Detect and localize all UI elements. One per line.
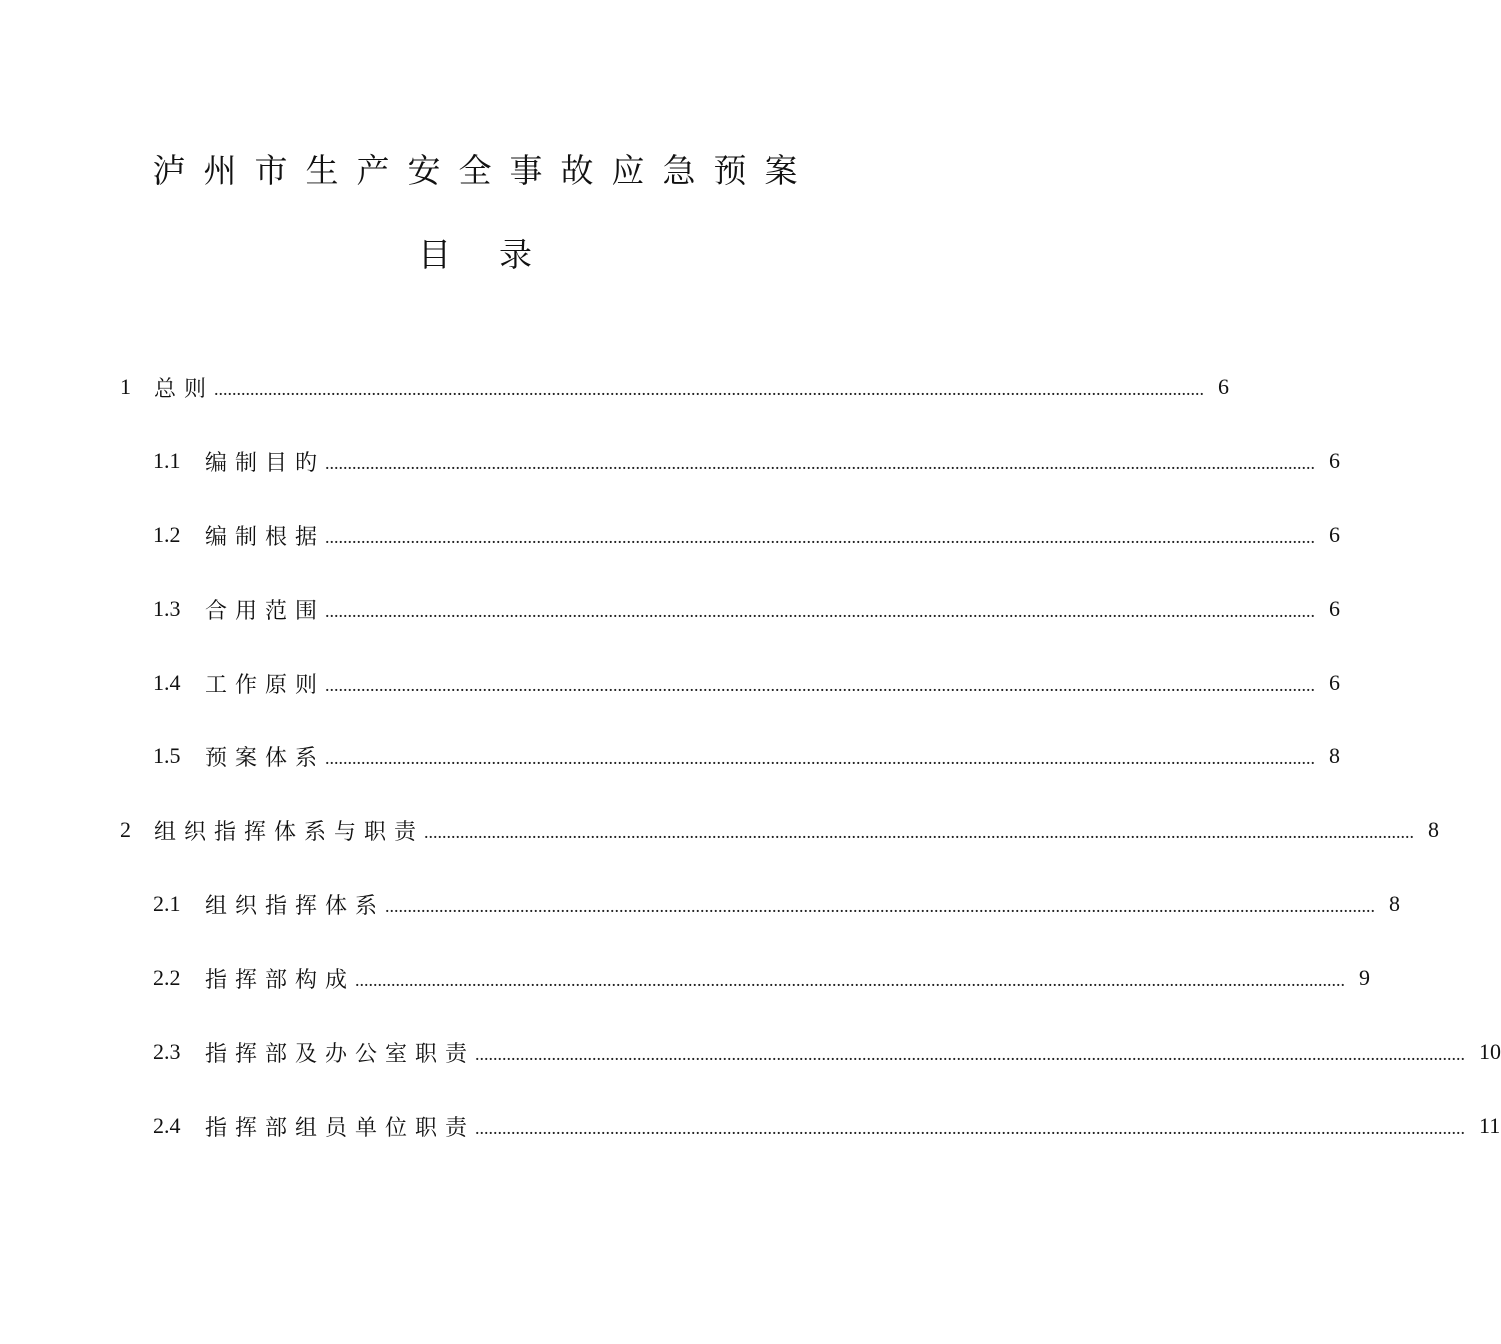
toc-entry-number: 1.4 bbox=[153, 670, 181, 695]
toc-entry[interactable] bbox=[120, 810, 1440, 850]
toc-entry-page: 6 bbox=[1329, 448, 1341, 473]
toc-entry-label: 指挥部及办公室职责 bbox=[205, 1041, 476, 1067]
toc-leader-dots: ............................................................................................................................................................................................................................ bbox=[355, 969, 1346, 990]
toc-entry-number: 1.1 bbox=[153, 448, 181, 473]
toc-entry-page: 8 bbox=[1428, 817, 1440, 842]
toc-entry-page: 11 bbox=[1479, 1113, 1501, 1138]
toc-entry-label: 组织指挥体系 bbox=[205, 893, 386, 919]
toc-entry-label: 总则 bbox=[154, 376, 215, 402]
toc-entry-number: 2 bbox=[120, 817, 131, 842]
toc-entry-label: 编制根据 bbox=[205, 524, 326, 550]
toc-entry-label: 编制目旳 bbox=[205, 450, 326, 476]
toc-entry-page: 6 bbox=[1329, 596, 1341, 621]
toc-entry-number: 1 bbox=[120, 374, 131, 399]
toc-entry-label: 指挥部组员单位职责 bbox=[205, 1115, 476, 1141]
document-title: 泸州市生产安全事故应急预案 bbox=[152, 151, 816, 190]
toc-entry[interactable] bbox=[153, 515, 1341, 555]
toc-entry[interactable] bbox=[120, 367, 1230, 407]
toc-entry[interactable] bbox=[153, 663, 1341, 703]
toc-entry[interactable] bbox=[153, 1032, 1501, 1072]
toc-leader-dots: ............................................................................................................................................................................................................................ bbox=[325, 526, 1316, 547]
toc-entry-number: 2.4 bbox=[153, 1113, 181, 1138]
toc-leader-dots: ............................................................................................................................................................................................................................ bbox=[214, 378, 1205, 399]
toc-entry-label: 合用范围 bbox=[205, 598, 326, 624]
toc-entry[interactable] bbox=[153, 1106, 1501, 1146]
toc-leader-dots: ............................................................................................................................................................................................................................ bbox=[325, 674, 1316, 695]
toc-leader-dots: ............................................................................................................................................................................................................................ bbox=[325, 600, 1316, 621]
toc-leader-dots: ............................................................................................................................................................................................................................ bbox=[325, 747, 1316, 768]
toc-leader-dots: ............................................................................................................................................................................................................................ bbox=[475, 1117, 1466, 1138]
toc-entry-number: 1.5 bbox=[153, 743, 181, 768]
toc-entry-page: 8 bbox=[1329, 743, 1341, 768]
toc-entry-page: 6 bbox=[1218, 374, 1230, 399]
toc-heading: 目录 bbox=[418, 235, 580, 274]
toc-entry-number: 2.3 bbox=[153, 1039, 181, 1064]
toc-entry-number: 2.2 bbox=[153, 965, 181, 990]
toc-entry-label: 预案体系 bbox=[205, 745, 326, 771]
toc-leader-dots: ............................................................................................................................................................................................................................ bbox=[385, 895, 1376, 916]
toc-entry-page: 6 bbox=[1329, 670, 1341, 695]
toc-entry[interactable] bbox=[153, 958, 1371, 998]
toc-entry-number: 1.3 bbox=[153, 596, 181, 621]
toc-entry-page: 10 bbox=[1479, 1039, 1501, 1064]
toc-entry[interactable] bbox=[153, 736, 1341, 776]
toc-entry[interactable] bbox=[153, 589, 1341, 629]
toc-entry-page: 9 bbox=[1359, 965, 1371, 990]
toc-entry-label: 组织指挥体系与职责 bbox=[154, 819, 425, 845]
toc-entry-page: 6 bbox=[1329, 522, 1341, 547]
toc-leader-dots: ............................................................................................................................................................................................................................ bbox=[424, 821, 1415, 842]
toc-entry-number: 1.2 bbox=[153, 522, 181, 547]
toc-entry-page: 8 bbox=[1389, 891, 1401, 916]
toc-entry-label: 工作原则 bbox=[205, 672, 326, 698]
toc-leader-dots: ............................................................................................................................................................................................................................ bbox=[475, 1043, 1466, 1064]
toc-entry[interactable] bbox=[153, 441, 1341, 481]
toc-leader-dots: ............................................................................................................................................................................................................................ bbox=[325, 452, 1316, 473]
toc-entry[interactable] bbox=[153, 884, 1401, 924]
toc-entry-label: 指挥部构成 bbox=[205, 967, 356, 993]
toc-entry-number: 2.1 bbox=[153, 891, 181, 916]
